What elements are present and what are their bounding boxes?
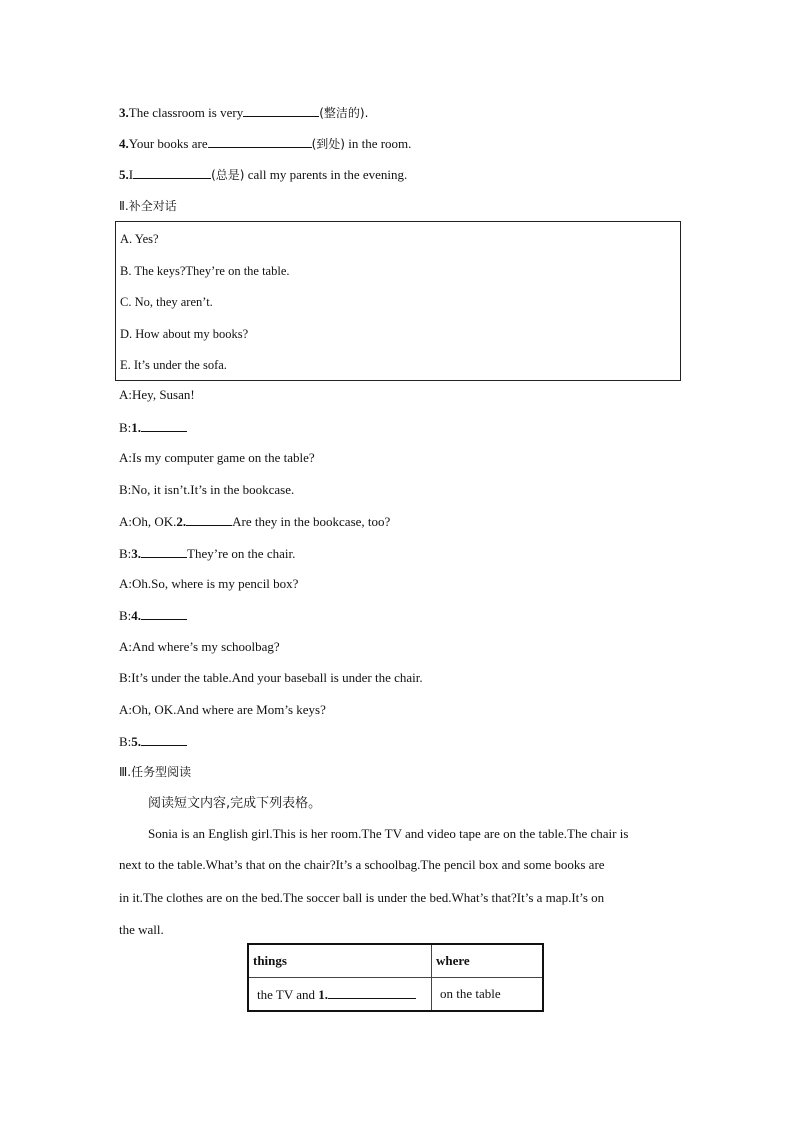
- fill-in-item-3: [119, 104, 368, 121]
- speaker: B:: [119, 734, 132, 749]
- answer-blank[interactable]: [141, 733, 187, 746]
- answer-blank[interactable]: [208, 135, 312, 148]
- blank-number: 5.: [131, 734, 142, 749]
- answer-table: [247, 943, 544, 1012]
- fill-in-item-4: [119, 135, 411, 152]
- speaker: B:: [119, 546, 132, 561]
- answer-blank[interactable]: [243, 104, 319, 117]
- passage-line: the wall.: [119, 922, 164, 937]
- section-3-title: Ⅲ.任务型阅读: [119, 765, 192, 779]
- cell-things: the TV and 1.: [248, 978, 432, 1012]
- blank-number: 1.: [131, 420, 142, 435]
- passage-line: next to the table.What’s that on the chair?It’s a schoolbag.The pencil box and some books are: [119, 857, 605, 872]
- dialogue-line: [119, 733, 187, 750]
- option-e: E. It’s under the sofa.: [120, 358, 227, 372]
- dialogue-text: Are they in the bookcase, too?: [232, 514, 391, 529]
- item-text-after: call my parents in the evening.: [244, 167, 408, 182]
- item-number: 3.: [119, 105, 129, 120]
- table-row: [248, 978, 543, 1012]
- dialogue-line: [119, 513, 390, 530]
- dialogue-line: A:Oh, OK.And where are Mom’s keys?: [119, 702, 326, 717]
- dialogue-text: A:Oh, OK.: [119, 514, 177, 529]
- dialogue-line: [119, 419, 187, 436]
- blank-number: 4.: [131, 608, 142, 623]
- cell-where: on the table: [432, 978, 544, 1012]
- answer-blank[interactable]: [141, 545, 187, 558]
- option-a: A. Yes?: [120, 232, 159, 246]
- dialogue-line: A:Hey, Susan!: [119, 387, 195, 402]
- blank-number: 2.: [176, 514, 187, 529]
- dialogue-line: B:It’s under the table.And your baseball is under the chair.: [119, 670, 423, 685]
- header-things: things: [248, 944, 432, 978]
- answer-blank[interactable]: [186, 513, 232, 526]
- answer-blank[interactable]: [328, 986, 416, 999]
- answer-blank[interactable]: [133, 166, 211, 179]
- hint-text: (到处): [311, 137, 345, 151]
- answer-blank[interactable]: [141, 607, 187, 620]
- dialogue-line: B:No, it isn’t.It’s in the bookcase.: [119, 482, 295, 497]
- blank-number: 3.: [131, 546, 142, 561]
- option-d: D. How about my books?: [120, 327, 249, 341]
- item-text: Your books are: [128, 136, 208, 151]
- dialogue-line: A:Oh.So, where is my pencil box?: [119, 576, 299, 591]
- passage-line: Sonia is an English girl.This is her room.The TV and video tape are on the table.The chair is: [148, 826, 629, 841]
- table-header-row: [248, 944, 543, 978]
- dialogue-line: A:Is my computer game on the table?: [119, 450, 315, 465]
- hint-text: (总是): [211, 168, 245, 182]
- speaker: B:: [119, 608, 132, 623]
- answer-blank[interactable]: [141, 419, 187, 432]
- passage-line: in it.The clothes are on the bed.The soccer ball is under the bed.What’s that?It’s a map.It’s on: [119, 890, 605, 905]
- speaker: B:: [119, 420, 132, 435]
- reading-instruction: 阅读短文内容,完成下列表格。: [148, 796, 322, 811]
- dialogue-line: [119, 607, 187, 624]
- item-number: 5.: [119, 167, 129, 182]
- hint-text: (整洁的).: [319, 106, 369, 120]
- header-where: where: [432, 944, 544, 978]
- option-c: C. No, they aren’t.: [120, 295, 213, 309]
- section-2-title: Ⅱ.补全对话: [119, 199, 177, 213]
- fill-in-item-5: [119, 166, 407, 183]
- dialogue-line: [119, 545, 295, 562]
- options-box: [115, 221, 681, 381]
- item-number: 4.: [119, 136, 129, 151]
- dialogue-text: They’re on the chair.: [187, 546, 296, 561]
- item-text-after: in the room.: [344, 136, 412, 151]
- option-b: B. The keys?They’re on the table.: [120, 264, 290, 278]
- item-text: The classroom is very: [128, 105, 244, 120]
- dialogue-line: A:And where’s my schoolbag?: [119, 639, 280, 654]
- item-text: I: [128, 167, 134, 182]
